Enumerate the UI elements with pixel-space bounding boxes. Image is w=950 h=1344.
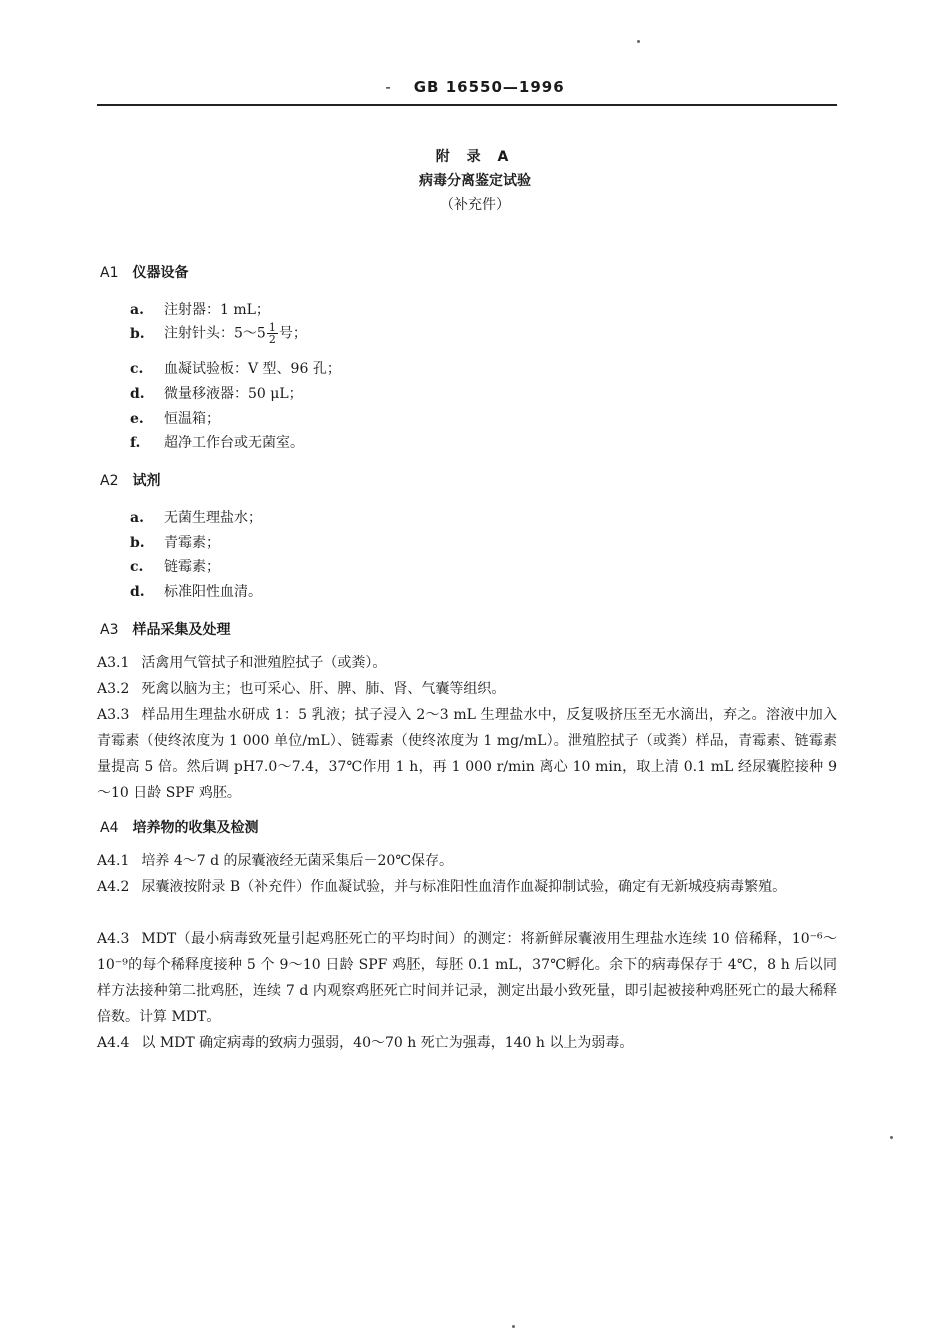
paragraph-number: A4.3 bbox=[97, 931, 130, 947]
paragraph-number: A4.1 bbox=[97, 853, 130, 869]
paragraph-number: A3.3 bbox=[97, 707, 130, 723]
list-item bbox=[130, 581, 262, 601]
header-rule bbox=[97, 104, 837, 106]
item-label: d. bbox=[130, 584, 145, 600]
paragraph-number: A3.1 bbox=[97, 655, 130, 671]
appendix-title-block bbox=[0, 146, 950, 218]
paragraph-text: 活禽用气管拭子和泄殖腔拭子（或粪）。 bbox=[141, 655, 387, 671]
section-title: 样品采集及处理 bbox=[132, 622, 231, 638]
item-label: a. bbox=[130, 302, 144, 318]
paragraph-text: 以 MDT 确定病毒的致病力强弱，40～70 h 死亡为强毒，140 h 以上为弱毒。 bbox=[141, 1035, 634, 1051]
scan-speck bbox=[890, 1136, 893, 1139]
item-text: 无菌生理盐水； bbox=[164, 510, 262, 526]
section-title: 培养物的收集及检测 bbox=[132, 820, 259, 836]
item-text: 血凝试验板：V 型、96 孔； bbox=[164, 361, 341, 377]
list-item bbox=[130, 507, 262, 527]
item-text: 注射器：1 mL； bbox=[164, 302, 270, 318]
paragraph-text: 死禽以脑为主；也可采心、肝、脾、肺、肾、气囊等组织。 bbox=[141, 681, 506, 697]
list-item bbox=[130, 432, 304, 452]
section-number: A1 bbox=[100, 265, 119, 281]
paragraph-text: MDT（最小病毒致死量引起鸡胚死亡的平均时间）的测定：将新鲜尿囊液用生理盐水连续 10 倍稀释，10⁻⁶～10⁻⁹的每个稀释度接种 5 个 9～10 日龄 SPF 鸡胚，每胚 0.1 mL，37℃孵化。余下的病毒保存于 4℃，8 h 后以同样方法接种第二批鸡胚，连续 7 d 内观察鸡胚死亡时间并记录，测定出最小致死量，即引起被接种鸡胚死亡的最大稀释倍数。计算 MDT。 bbox=[97, 931, 837, 1025]
paragraph-text: 尿囊液按附录 B（补充件）作血凝试验，并与标准阳性血清作血凝抑制试验，确定有无新城疫病毒繁殖。 bbox=[141, 879, 787, 895]
section-number: A2 bbox=[100, 473, 119, 489]
paragraph-a3-1 bbox=[97, 650, 837, 676]
item-label: e. bbox=[130, 411, 144, 427]
item-label: c. bbox=[130, 361, 144, 377]
list-item bbox=[130, 358, 341, 378]
item-label: c. bbox=[130, 559, 144, 575]
standard-code: GB 16550—1996 bbox=[413, 78, 565, 96]
item-text: 注射针头：5～5 bbox=[164, 325, 266, 342]
section-heading-a3 bbox=[100, 619, 230, 639]
list-item bbox=[130, 322, 307, 345]
paragraph-a4-1 bbox=[97, 848, 837, 874]
appendix-title: 病毒分离鉴定试验 bbox=[419, 173, 531, 189]
appendix-label: 附 录 A bbox=[435, 149, 515, 165]
list-item bbox=[130, 383, 303, 403]
item-label: b. bbox=[130, 535, 145, 551]
paragraph-a4-3 bbox=[97, 926, 837, 1030]
item-text: 恒温箱； bbox=[164, 411, 220, 427]
header-dash: - bbox=[385, 78, 392, 96]
scan-speck bbox=[637, 40, 640, 43]
paragraph-a4-4 bbox=[97, 1030, 837, 1056]
paragraph-text: 样品用生理盐水研成 1：5 乳液；拭子浸入 2～3 mL 生理盐水中，反复吸挤压至无水滴出，弃之。溶液中加入青霉素（使终浓度为 1 000 单位/mL）、链霉素（使终浓度为 1 mg/mL）。泄殖腔拭子（或粪）样品，青霉素、链霉素量提高 5 倍。然后调 pH7.0～7.4，37℃作用 1 h，再 1 000 r/min 离心 10 min，取上清 0.1 mL 经尿囊腔接种 9～10 日龄 SPF 鸡胚。 bbox=[97, 707, 837, 801]
item-text: 链霉素； bbox=[164, 559, 220, 575]
paragraph-a3-3 bbox=[97, 702, 837, 806]
item-label: a. bbox=[130, 510, 144, 526]
paragraph-a4-2 bbox=[97, 874, 837, 900]
section-title: 试剂 bbox=[132, 473, 161, 489]
list-item bbox=[130, 532, 220, 552]
fraction bbox=[267, 322, 278, 345]
document-header bbox=[0, 78, 950, 96]
section-title: 仪器设备 bbox=[132, 265, 189, 281]
paragraph-a3-2 bbox=[97, 676, 837, 702]
section-heading-a1 bbox=[100, 262, 188, 282]
list-item bbox=[130, 556, 220, 576]
item-text: 青霉素； bbox=[164, 535, 220, 551]
item-text: 微量移液器：50 μL； bbox=[164, 386, 303, 402]
section-heading-a2 bbox=[100, 470, 160, 490]
list-item bbox=[130, 299, 270, 319]
paragraph-number: A4.4 bbox=[97, 1035, 130, 1051]
paragraph-text: 培养 4～7 d 的尿囊液经无菌采集后－20℃保存。 bbox=[141, 853, 453, 869]
list-item bbox=[130, 408, 220, 428]
appendix-type: （补充件） bbox=[440, 197, 510, 213]
fraction-denominator: 2 bbox=[268, 333, 276, 346]
item-text: 超净工作台或无菌室。 bbox=[164, 435, 304, 451]
section-heading-a4 bbox=[100, 817, 258, 837]
item-text-suffix: 号； bbox=[278, 325, 307, 342]
scan-speck bbox=[512, 1325, 515, 1328]
item-label: f. bbox=[130, 435, 141, 451]
paragraph-number: A3.2 bbox=[97, 681, 130, 697]
section-number: A3 bbox=[100, 622, 119, 638]
section-number: A4 bbox=[100, 820, 119, 836]
item-text: 标准阳性血清。 bbox=[164, 584, 262, 600]
fraction-numerator: 1 bbox=[268, 321, 276, 334]
item-label: b. bbox=[130, 325, 145, 342]
item-label: d. bbox=[130, 386, 145, 402]
paragraph-number: A4.2 bbox=[97, 879, 130, 895]
